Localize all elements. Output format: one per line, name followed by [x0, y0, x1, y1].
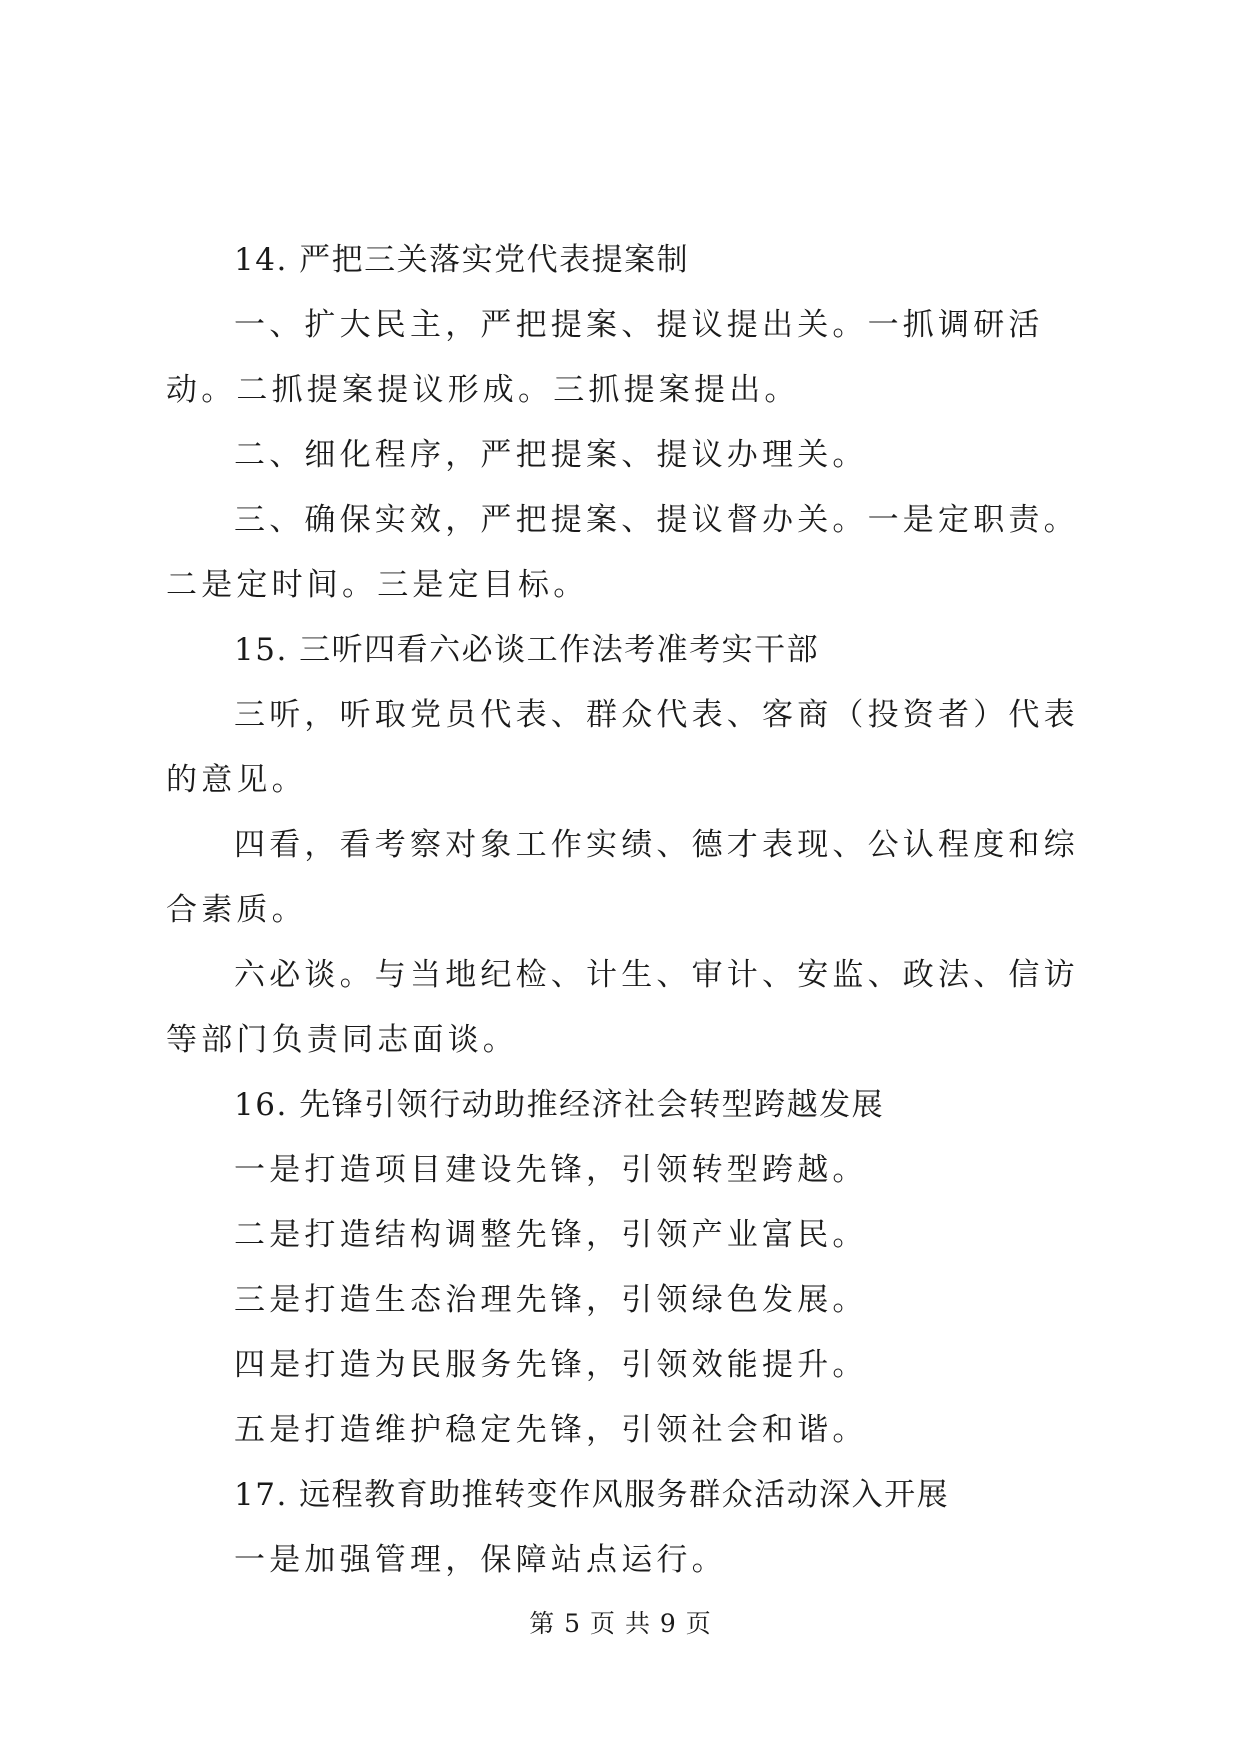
paragraph: 二、细化程序，严把提案、提议办理关。 — [234, 437, 868, 473]
paragraph: 一是加强管理，保障站点运行。 — [234, 1542, 727, 1578]
paragraph: 四是打造为民服务先锋，引领效能提升。 — [234, 1347, 868, 1383]
paragraph: 一、扩大民主，严把提案、提议提出关。一抓调研活动。二抓提案提议形成。三抓提案提出。 — [166, 307, 1044, 408]
paragraph: 三是打造生态治理先锋，引领绿色发展。 — [234, 1282, 868, 1318]
paragraph: 三听，听取党员代表、群众代表、客商（投资者）代表的意见。 — [166, 697, 1079, 798]
section-heading-17: 17. 远程教育助推转变作风服务群众活动深入开展 — [234, 1477, 950, 1513]
page-number-footer: 第 5 页 共 9 页 — [529, 1609, 712, 1638]
paragraph: 一是打造项目建设先锋，引领转型跨越。 — [234, 1152, 868, 1188]
document-body — [166, 228, 1084, 1593]
paragraph: 二是打造结构调整先锋，引领产业富民。 — [234, 1217, 868, 1253]
section-heading-15: 15. 三听四看六必谈工作法考准考实干部 — [234, 632, 820, 668]
paragraph: 四看，看考察对象工作实绩、德才表现、公认程度和综合素质。 — [166, 827, 1079, 928]
paragraph: 三、确保实效，严把提案、提议督办关。一是定职责。二是定时间。三是定目标。 — [166, 502, 1079, 603]
paragraph: 六必谈。与当地纪检、计生、审计、安监、政法、信访等部门负责同志面谈。 — [166, 957, 1079, 1058]
section-heading-16: 16. 先锋引领行动助推经济社会转型跨越发展 — [234, 1087, 885, 1123]
section-heading-14: 14. 严把三关落实党代表提案制 — [234, 242, 690, 278]
paragraph: 五是打造维护稳定先锋，引领社会和谐。 — [234, 1412, 868, 1448]
